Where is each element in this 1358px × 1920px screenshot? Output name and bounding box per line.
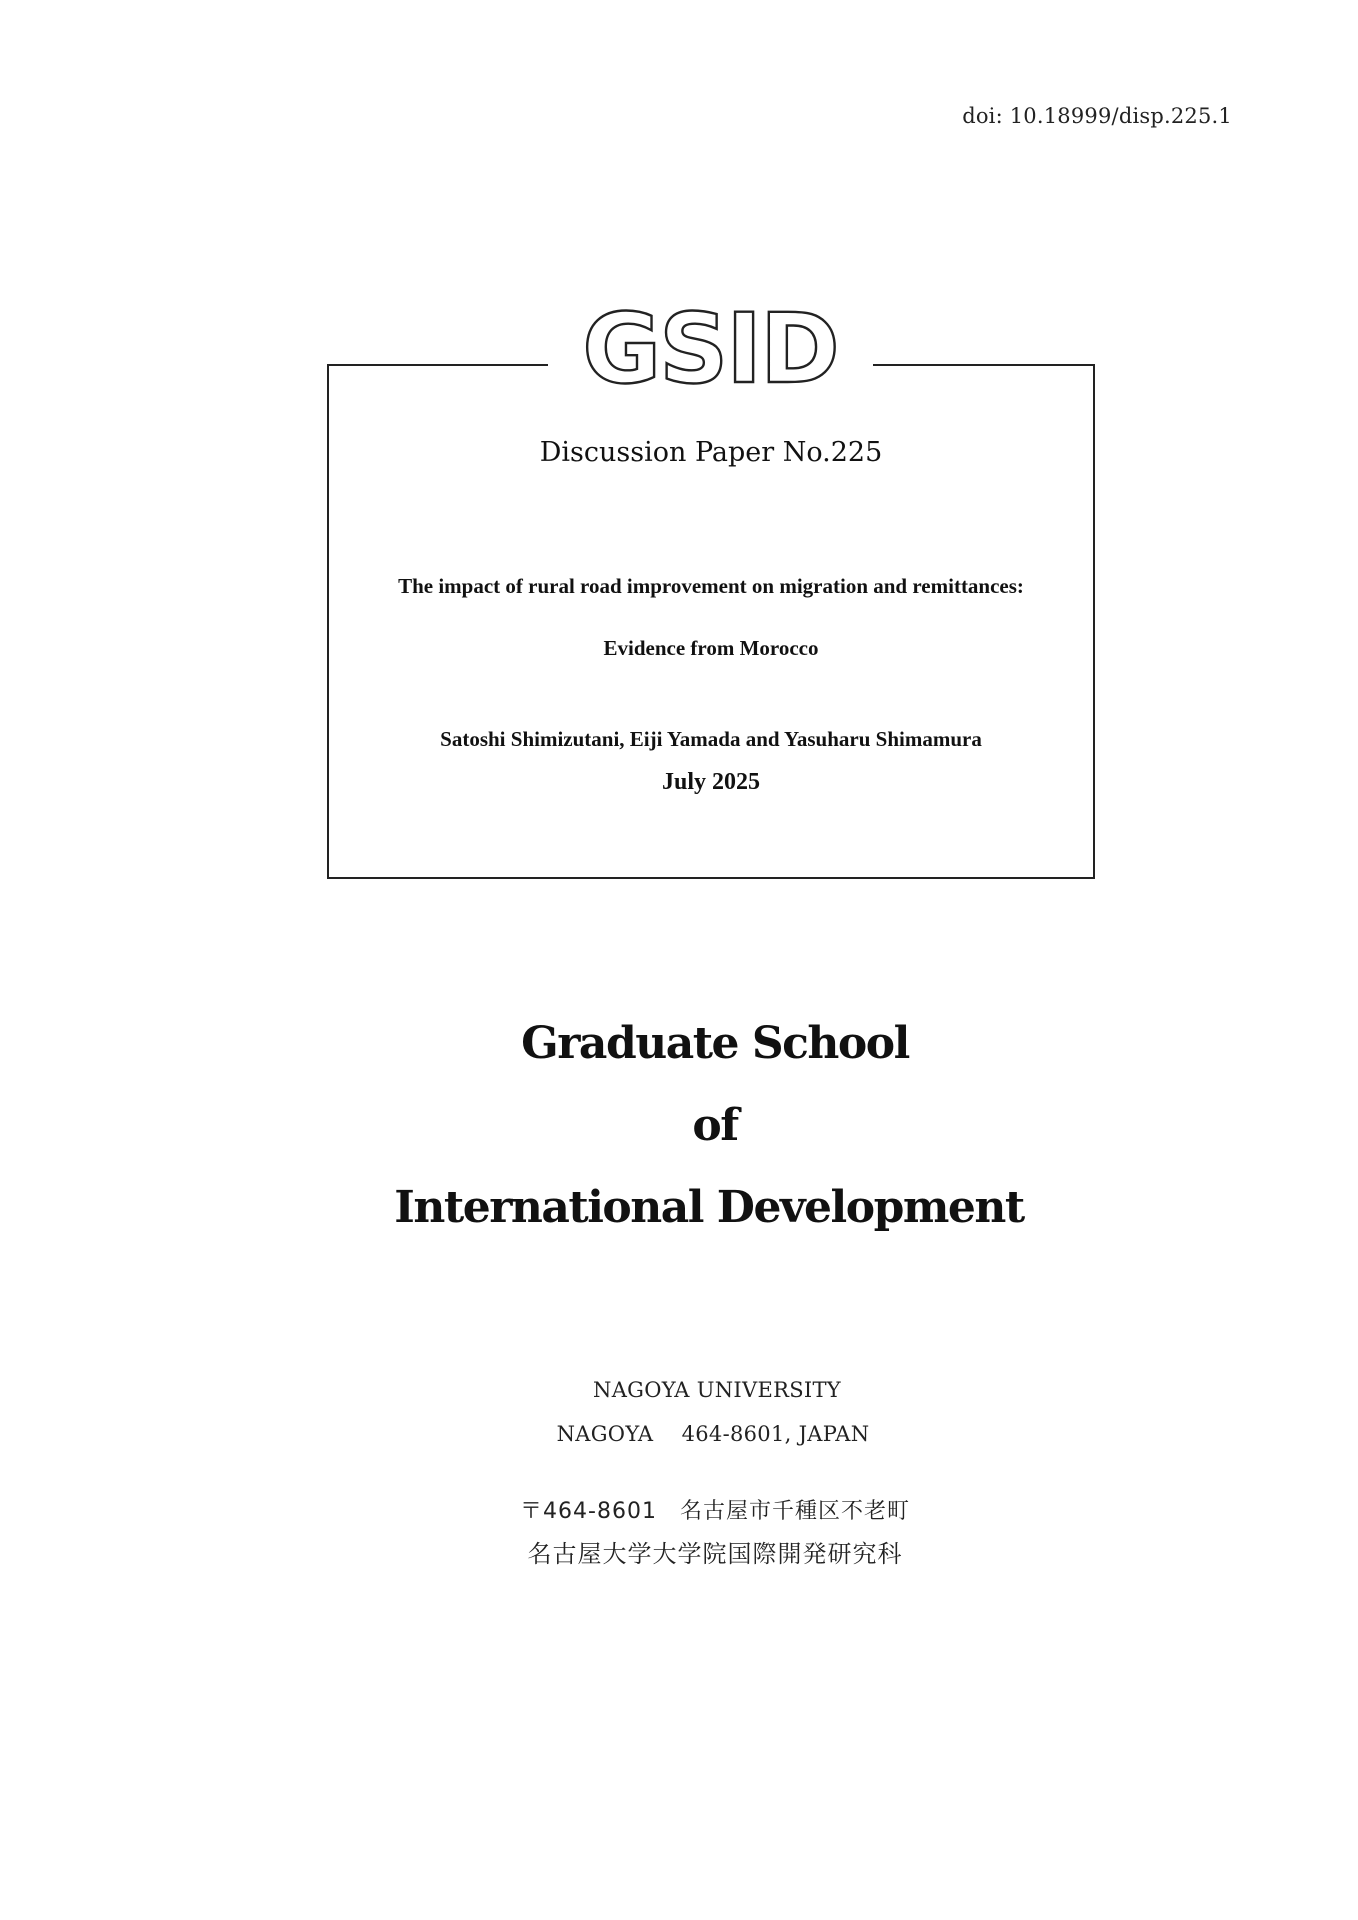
school-name-line-3: International Development (394, 1182, 1024, 1233)
doi-label: doi: 10.18999/disp.225.1 (962, 104, 1232, 128)
gsid-logo (548, 298, 873, 398)
paper-title: The impact of rural road improvement on migration and remittances: (398, 574, 1024, 598)
paper-date: July 2025 (661, 769, 760, 795)
discussion-paper-number: Discussion Paper No.225 (539, 437, 883, 468)
paper-subtitle: Evidence from Morocco (603, 636, 819, 660)
paper-authors: Satoshi Shimizutani, Eiji Yamada and Yasuharu Shimamura (440, 727, 982, 751)
gsid-logo-text: GSID (582, 298, 838, 398)
school-name-line-2: of (692, 1100, 738, 1151)
university-name: NAGOYA UNIVERSITY (593, 1378, 841, 1402)
school-name-line-1: Graduate School (521, 1018, 909, 1069)
university-address: NAGOYA 464-8601, JAPAN (556, 1422, 870, 1446)
japanese-school-name: 名古屋大学大学院国際開発研究科 (527, 1540, 903, 1568)
japanese-address: 〒464-8601 名古屋市千種区不老町 (520, 1499, 910, 1524)
